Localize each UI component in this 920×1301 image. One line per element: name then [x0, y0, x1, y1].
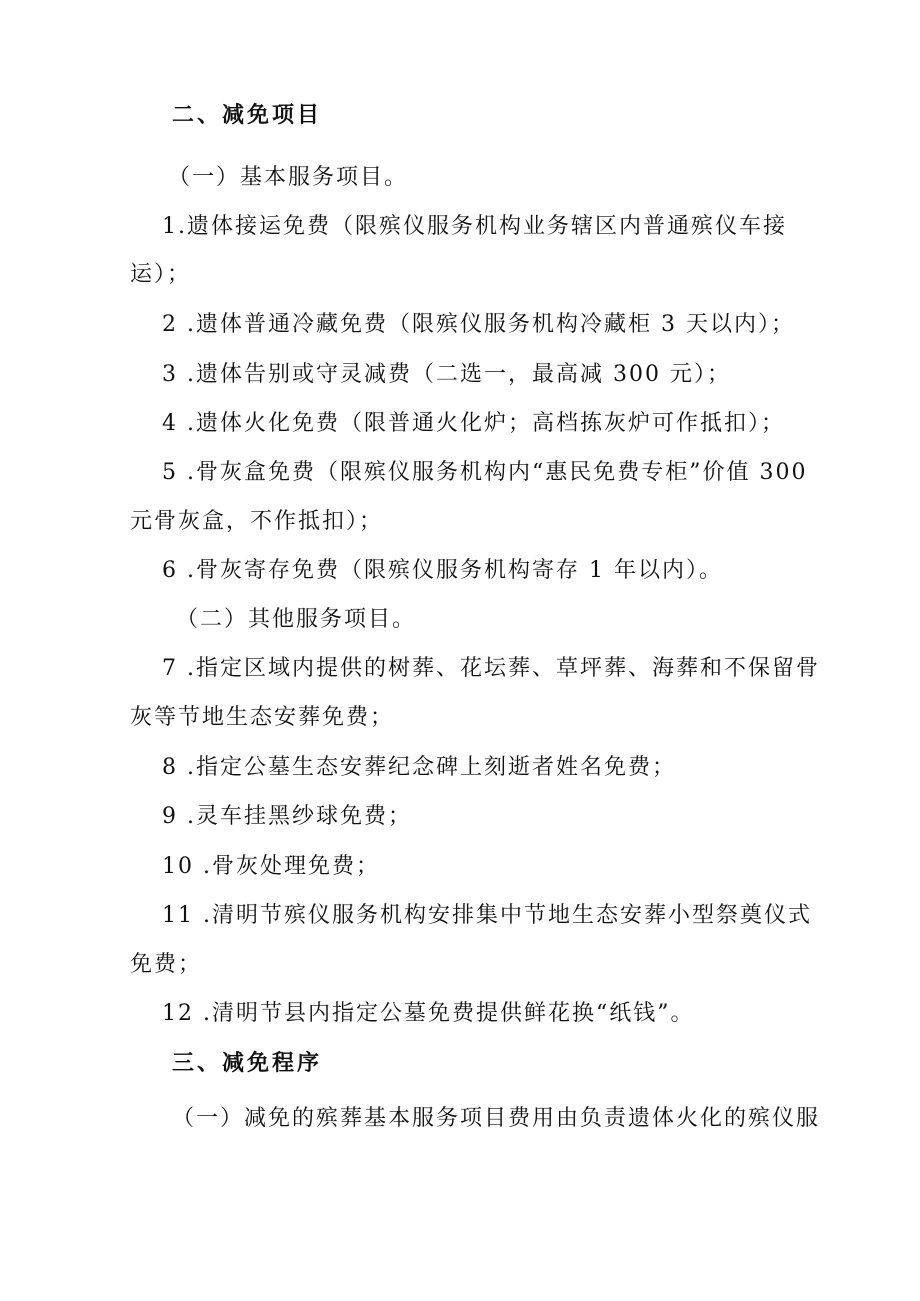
item-1-line-1: 1.遗体接运免费（限殡仪服务机构业务辖区内普通殡仪车接	[162, 214, 787, 239]
item-1-line-2: 运）；	[130, 262, 192, 287]
item-7-line-1: 7 .指定区域内提供的树葬、花坛葬、草坪葬、海葬和不保留骨	[162, 656, 820, 681]
section-heading-relief-items: 二、减免项目	[172, 102, 323, 128]
item-9: 9 .灵车挂黑纱球免费；	[162, 804, 412, 829]
subsection-basic-services: （一）基本服务项目。	[168, 165, 409, 190]
item-4: 4 .遗体火化免费（限普通火化炉；高档拣灰炉可作抵扣）；	[162, 411, 785, 436]
subsection-other-services: （二）其他服务项目。	[176, 607, 417, 632]
item-10: 10 .骨灰处理免费；	[162, 854, 380, 879]
item-3: 3 .遗体告别或守灵减费（二选一，最高减 300 元）；	[162, 362, 731, 387]
item-6: 6 .骨灰寄存免费（限殡仪服务机构寄存 1 年以内）。	[162, 558, 723, 583]
item-5-line-2: 元骨灰盒，不作抵扣）；	[130, 509, 384, 534]
item-11-line-2: 免费；	[130, 952, 203, 977]
item-12: 12 .清明节县内指定公墓免费提供鲜花换“纸钱”。	[162, 1001, 695, 1026]
procedure-paragraph-line-1: （一）减免的殡葬基本服务项目费用由负责遗体火化的殡仪服	[172, 1106, 821, 1131]
item-8: 8 .指定公墓生态安葬纪念碑上刻逝者姓名免费；	[162, 755, 676, 780]
item-11-line-1: 11 .清明节殡仪服务机构安排集中节地生态安葬小型祭奠仪式	[162, 903, 812, 928]
section-heading-relief-procedure: 三、减免程序	[172, 1050, 323, 1076]
item-7-line-2: 灰等节地生态安葬免费；	[130, 705, 395, 730]
item-5-line-1: 5 .骨灰盒免费（限殡仪服务机构内“惠民免费专柜”价值 300	[162, 460, 808, 485]
item-2: 2 .遗体普通冷藏免费（限殡仪服务机构冷藏柜 3 天以内）；	[162, 312, 795, 337]
